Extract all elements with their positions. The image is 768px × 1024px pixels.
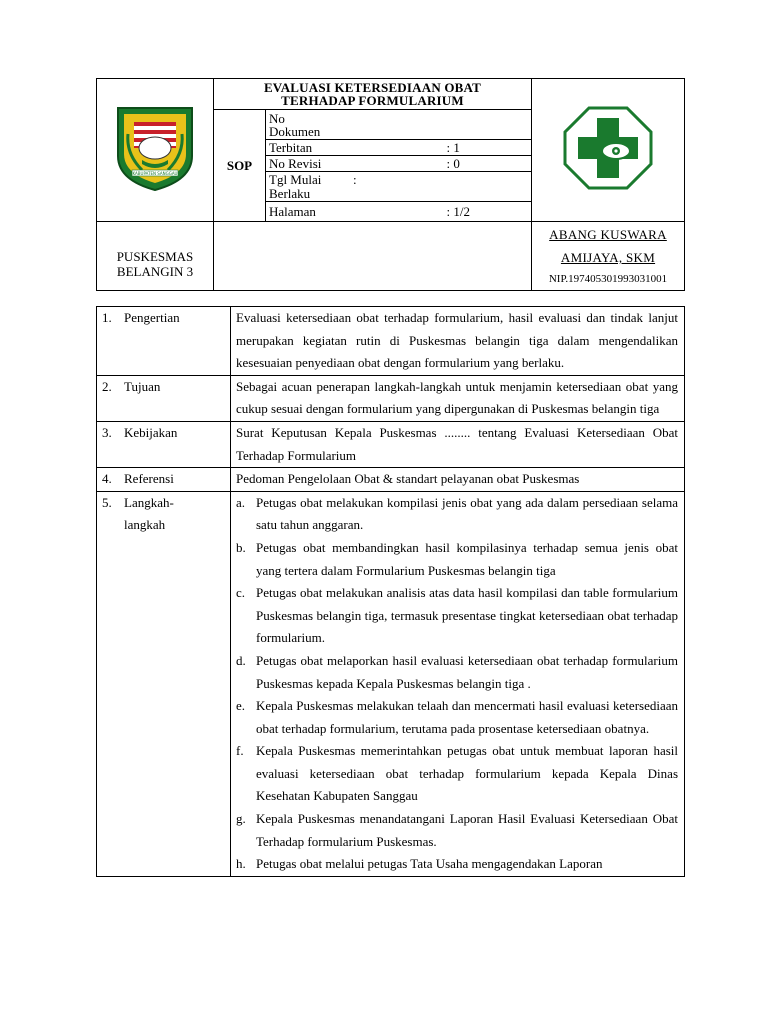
sop-content-table <box>96 306 685 877</box>
puskesmas-name: PUSKESMAS BELANGIN 3 <box>97 222 214 291</box>
document-header <box>96 78 685 291</box>
list-item: d. Petugas obat melaporkan hasil evaluasi ketersediaan obat terhadap formularium Puskesmas kepada Kepala Puskesmas belangin tiga . <box>236 652 678 691</box>
section-content: Sebagai acuan penerapan langkah-langkah untuk menjamin ketersediaan obat yang cukup sesuai dengan formularium yang dipergunakan di Puskesmas belangin tiga <box>231 375 685 421</box>
section-row <box>97 421 685 467</box>
section-content: Evaluasi ketersediaan obat terhadap formularium, hasil evaluasi dan tindak lanjut merupakan kegiatan rutin di Puskesmas belangin tiga dalam mengendalikan kesesuaian penyediaan obat dengan formularium yang berlaku. <box>231 307 685 376</box>
list-item: e. Kepala Puskesmas melakukan telaah dan mencermati hasil evaluasi ketersediaan obat terhadap formularium, terutama pada prosentase ketersediaan obatnya. <box>236 698 678 736</box>
steps-content <box>231 491 685 876</box>
section-label: 1. Pengertian <box>97 307 231 376</box>
puskesmas-logo-icon <box>563 106 653 190</box>
list-item: h. Petugas obat melalui petugas Tata Usaha mengagendakan Laporan <box>236 856 603 872</box>
document-title <box>214 79 532 110</box>
meta-no-dokumen: No Dokumen <box>266 110 532 140</box>
section-content: Surat Keputusan Kepala Puskesmas ........ tentang Evaluasi Ketersediaan Obat Terhadap Formularium <box>231 421 685 467</box>
meta-no-revisi: No Revisi : 0 <box>266 156 532 172</box>
blank-cell <box>214 222 532 291</box>
section-label: 5. Langkah- langkah <box>97 491 231 876</box>
meta-halaman: Halaman : 1/2 <box>266 202 532 222</box>
section-row <box>97 468 685 492</box>
signer-name-2: AMIJAYA, SKM <box>560 250 656 265</box>
list-item: b. Petugas obat membandingkan hasil kompilasinya terhadap semua jenis obat yang tertera dalam Formularium Puskesmas belangin tiga <box>236 539 678 578</box>
title-line-1: EVALUASI KETERSEDIAAN OBAT <box>263 80 482 95</box>
section-label: 2. Tujuan <box>97 375 231 421</box>
signer-nip: NIP.197405301993031001 <box>548 273 668 285</box>
meta-terbitan: Terbitan : 1 <box>266 140 532 156</box>
section-row <box>97 491 685 876</box>
list-item: g. Kepala Puskesmas menandatangani Laporan Hasil Evaluasi Ketersediaan Obat Terhadap formularium Puskesmas. <box>236 811 678 849</box>
sop-label: SOP <box>214 110 266 222</box>
puskesmas-logo-cell <box>532 79 685 222</box>
signature-block <box>532 222 685 291</box>
section-content: Pedoman Pengelolaan Obat & standart pelayanan obat Puskesmas <box>231 468 685 492</box>
steps-list <box>236 492 678 876</box>
district-logo-cell <box>97 79 214 222</box>
meta-tgl-mulai: Tgl Mulai Berlaku : <box>266 172 532 202</box>
signer-name-1: ABANG KUSWARA <box>549 227 667 242</box>
section-label: 3. Kebijakan <box>97 421 231 467</box>
section-row <box>97 307 685 376</box>
list-item: f. Kepala Puskesmas memerintahkan petugas obat untuk membuat laporan hasil evaluasi ketersediaan obat terhadap formularium kepada Kepala Dinas Kesehatan Kabupaten Sanggau <box>236 743 678 804</box>
list-item: a. Petugas obat melakukan kompilasi jenis obat yang ada dalam persediaan selama satu tahun anggaran. <box>236 494 678 533</box>
section-row <box>97 375 685 421</box>
district-emblem-icon <box>112 104 198 192</box>
section-label: 4. Referensi <box>97 468 231 492</box>
list-item: c. Petugas obat melakukan analisis atas data hasil kompilasi dan table formularium Puskesmas belangin tiga, termasuk presentase tingkat ketersediaan obat terhadap formularium. <box>236 585 678 646</box>
title-line-2: TERHADAP FORMULARIUM <box>281 93 464 108</box>
emblem-text: KABUPATEN SANGGAU <box>132 170 178 176</box>
